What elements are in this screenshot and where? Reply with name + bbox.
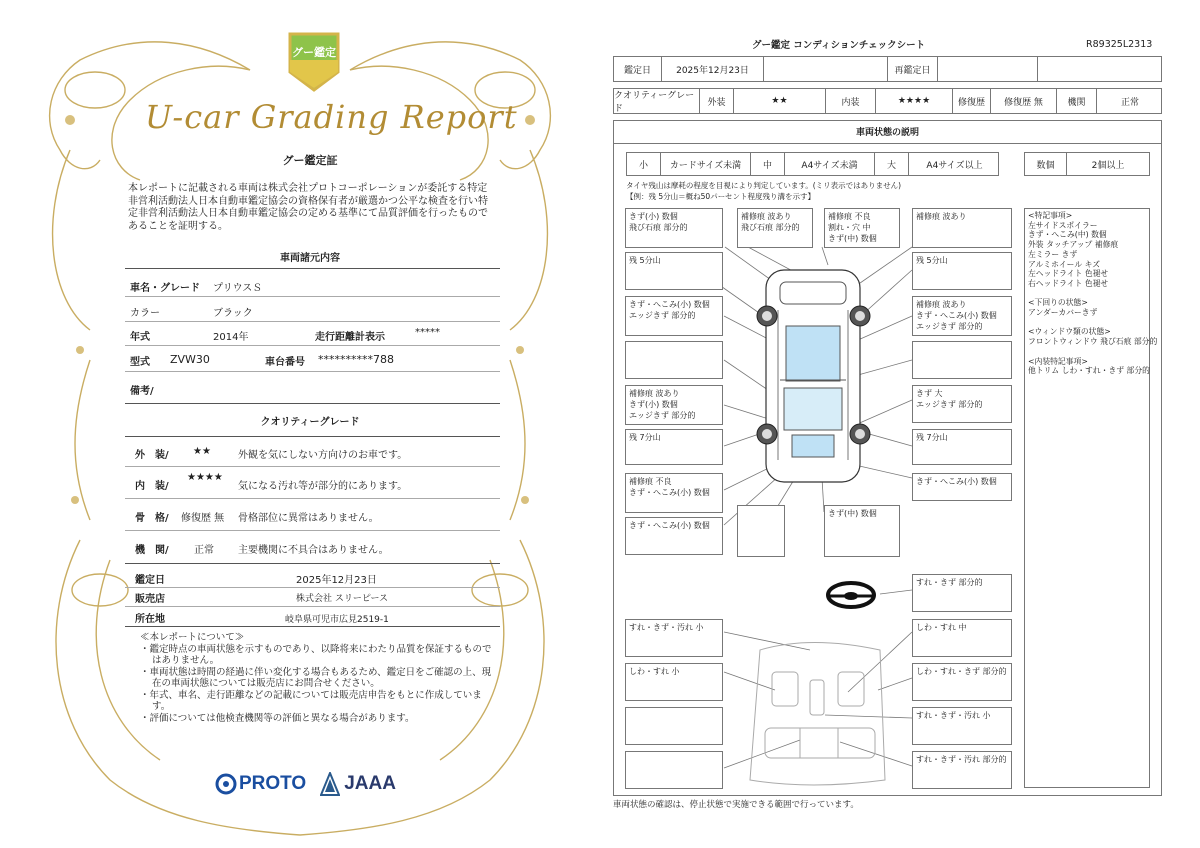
badge-text: グー鑑定 bbox=[292, 46, 336, 59]
repair-value: 修復歴 無 bbox=[991, 89, 1057, 113]
date-value: 2025年12月23日 bbox=[662, 57, 764, 81]
special-line: <内装特記事項> bbox=[1028, 356, 1088, 366]
engine-label: 機関 bbox=[1057, 89, 1097, 113]
special-line: 左ヘッドライト 色褪せ bbox=[1028, 269, 1109, 279]
interior-grade: ★★★★ bbox=[876, 89, 953, 113]
jaaa-mark-icon bbox=[320, 772, 340, 796]
car-name-value: プリウスＳ bbox=[213, 283, 263, 294]
address-value: 岐阜県可児市広見2519-1 bbox=[285, 615, 389, 625]
quality-label-interior: 内 装/ bbox=[135, 481, 169, 492]
size-mid-desc: A4サイズ未満 bbox=[785, 153, 875, 175]
divider bbox=[125, 321, 500, 322]
jaaa-logo bbox=[320, 772, 396, 796]
special-line bbox=[1028, 318, 1146, 328]
notice-item: ・評価については他検査機関等の評価と異なる場合があります。 bbox=[140, 712, 415, 724]
grade-label: クオリティーグレード bbox=[614, 89, 700, 113]
tire-note-box bbox=[625, 429, 723, 465]
quality-label-frame: 骨 格/ bbox=[135, 513, 169, 524]
note-line: しわ・すれ 小 bbox=[629, 667, 680, 676]
quality-label-exterior: 外 装/ bbox=[135, 450, 169, 461]
year-value: 2014年 bbox=[213, 332, 249, 343]
note-line: エッジきず 部分的 bbox=[629, 411, 696, 420]
size-large-label: 大 bbox=[875, 153, 909, 175]
tire-note-box bbox=[912, 429, 1012, 465]
note-line: 残 5分山 bbox=[916, 256, 948, 265]
note-line: きず・へこみ(小) 数個 bbox=[629, 300, 710, 309]
divider bbox=[125, 530, 500, 531]
special-line: 左サイドスポイラー bbox=[1028, 220, 1098, 230]
damage-note bbox=[912, 385, 1012, 423]
note-line: きず・へこみ(小) 数個 bbox=[916, 311, 997, 320]
special-line: フロントウィンドウ 飛び石痕 部分的 bbox=[1028, 337, 1158, 347]
report-notice bbox=[140, 632, 500, 724]
special-line: 他トリム しわ・すれ・きず 部分的 bbox=[1028, 366, 1150, 376]
sheet-code: R89325L2313 bbox=[1086, 39, 1153, 50]
color-value: ブラック bbox=[213, 308, 253, 319]
divider bbox=[125, 403, 500, 404]
note-line: きず(小) 数個 bbox=[629, 212, 678, 221]
cabin-interior-view bbox=[750, 643, 885, 786]
interior-note bbox=[625, 707, 723, 745]
repair-label: 修復歴 bbox=[953, 89, 991, 113]
note-line: すれ・きず 部分的 bbox=[916, 578, 983, 587]
damage-note bbox=[625, 341, 723, 379]
quality-heading: クオリティーグレード bbox=[260, 417, 360, 428]
notice-item: ・車両状態は時間の経過に伴い変化する場合もあるため、鑑定日をご確認の上、現在の車両状態については販売店にお問合せください。 bbox=[140, 666, 492, 689]
tire-note-box bbox=[912, 252, 1012, 290]
interior-note bbox=[912, 707, 1012, 745]
address-label: 所在地 bbox=[135, 614, 165, 625]
note-line: きず 大 bbox=[916, 389, 943, 398]
damage-note bbox=[737, 208, 813, 248]
mileage-value: ***** bbox=[415, 327, 440, 338]
sheet-title: グー鑑定 コンディションチェックシート bbox=[752, 40, 926, 51]
interior-label: 内装 bbox=[826, 89, 876, 113]
note-line: 飛び石痕 部分的 bbox=[741, 223, 800, 232]
divider bbox=[125, 606, 500, 607]
jaaa-logo-text: JAAA bbox=[344, 773, 396, 794]
tire-note-box bbox=[625, 252, 723, 290]
tire-note: タイヤ残山は摩耗の程度を目視により判定しています。(ミリ表示ではありません) bbox=[626, 181, 902, 190]
tire-example: 【例：残 5分山＝概ね50パーセント程度残り溝を示す】 bbox=[626, 192, 816, 201]
dealer-label: 販売店 bbox=[135, 594, 165, 605]
car-top-view bbox=[766, 270, 860, 482]
note-line: エッジきず 部分的 bbox=[629, 311, 696, 320]
note-line: 補修痕 波あり bbox=[629, 389, 680, 398]
remarks-label: 備考/ bbox=[130, 386, 154, 397]
certificate-heading: グー鑑定証 bbox=[282, 154, 338, 167]
divider bbox=[125, 587, 500, 588]
count-label: 数個 bbox=[1025, 153, 1067, 175]
divider bbox=[125, 626, 500, 627]
proto-logo-text: PROTO bbox=[239, 773, 307, 794]
state-heading: 車両状態の説明 bbox=[855, 128, 919, 138]
steering-wheel-icon bbox=[828, 583, 874, 607]
chassis-label: 車台番号 bbox=[265, 357, 305, 368]
note-line: エッジきず 部分的 bbox=[916, 400, 983, 409]
special-line: 左ミラー きず bbox=[1028, 249, 1078, 259]
spec-heading: 車両諸元内容 bbox=[280, 253, 340, 264]
appraisal-date-label: 鑑定日 bbox=[135, 575, 165, 586]
note-line: きず(中) 数個 bbox=[828, 509, 877, 518]
quality-grade-engine: 正常 bbox=[194, 545, 214, 556]
size-large-desc: A4サイズ以上 bbox=[926, 160, 983, 171]
dealer-value: 株式会社 スリーピース bbox=[296, 594, 389, 604]
interior-note bbox=[625, 751, 723, 789]
divider bbox=[125, 296, 500, 297]
size-small-label: 小 bbox=[627, 153, 661, 175]
divider bbox=[125, 345, 500, 346]
note-line: 補修痕 波あり bbox=[916, 300, 967, 309]
note-line: 補修痕 波あり bbox=[741, 212, 792, 221]
model-value: ZVW30 bbox=[170, 353, 210, 366]
engine-value: 正常 bbox=[1120, 97, 1139, 108]
proto-logo bbox=[215, 773, 306, 795]
exterior-grade: ★★ bbox=[734, 89, 826, 113]
special-line: アンダーカバーきず bbox=[1028, 308, 1098, 318]
size-small-desc: カードサイズ未満 bbox=[661, 153, 751, 175]
note-line: しわ・すれ・きず 部分的 bbox=[916, 667, 1007, 676]
note-line: 補修痕 不良 bbox=[828, 212, 871, 221]
note-line: 割れ・穴 中 bbox=[828, 223, 871, 232]
divider bbox=[125, 498, 500, 499]
interior-note bbox=[912, 663, 1012, 701]
certificate-intro: 本レポートに記載される車両は株式会社プロトコーポレーションが委託する特定非営利活動法人日本自動車鑑定協会の資格保有者が厳選かつ公平な検査を行い特定非営利活動法人日本自動車鑑定協会の定める基準にて品質評価を行ったものであることを証明する。 bbox=[128, 183, 488, 232]
divider bbox=[125, 466, 500, 467]
special-line: 右ヘッドライト 色褪せ bbox=[1028, 278, 1109, 288]
car-name-label: 車名・グレード bbox=[130, 283, 200, 294]
model-label: 型式 bbox=[130, 357, 150, 368]
special-line: <下回りの状態> bbox=[1028, 298, 1088, 308]
note-line: きず・へこみ(小) 数個 bbox=[629, 488, 710, 497]
notice-item: ・年式、車名、走行距離などの記載については販売店申告をもとに作成しています。 bbox=[140, 689, 482, 712]
note-line: きず(小) 数個 bbox=[629, 400, 678, 409]
note-line: すれ・きず・汚れ 小 bbox=[916, 711, 991, 720]
damage-note bbox=[824, 505, 900, 557]
quality-grade-frame: 修復歴 無 bbox=[181, 513, 225, 524]
sheet-footer: 車両状態の確認は、停止状態で実施できる範囲で行っています。 bbox=[613, 800, 859, 810]
note-line: エッジきず 部分的 bbox=[916, 322, 983, 331]
quality-grade-interior: ★★★★ bbox=[187, 472, 223, 483]
interior-note bbox=[912, 751, 1012, 789]
note-line: 残 7分山 bbox=[629, 433, 661, 442]
color-label: カラー bbox=[130, 308, 160, 319]
damage-note bbox=[824, 208, 900, 248]
special-notes-box bbox=[1024, 208, 1158, 788]
year-label: 年式 bbox=[130, 332, 150, 343]
interior-note bbox=[625, 663, 723, 701]
notice-title: ≪本レポートについて≫ bbox=[140, 632, 245, 643]
quality-text-interior: 気になる汚れ等が部分的にあります。 bbox=[238, 481, 408, 492]
damage-note bbox=[625, 517, 723, 555]
special-line bbox=[1028, 347, 1146, 357]
appraisal-date-value: 2025年12月23日 bbox=[296, 575, 377, 586]
goo-kantei-badge bbox=[286, 30, 342, 94]
quality-grade-exterior: ★★ bbox=[193, 446, 211, 457]
note-line: 残 7分山 bbox=[916, 433, 948, 442]
quality-text-frame: 骨格部位に異常はありません。 bbox=[238, 513, 379, 524]
quality-text-exterior: 外観を気にしない方向けのお車です。 bbox=[238, 450, 408, 461]
note-line: 残 5分山 bbox=[629, 256, 661, 265]
date-label: 鑑定日 bbox=[614, 57, 662, 81]
note-line: 補修痕 不良 bbox=[629, 477, 672, 486]
proto-mark-icon bbox=[215, 773, 237, 795]
interior-note bbox=[912, 574, 1012, 612]
mileage-label: 走行距離計表示 bbox=[315, 332, 385, 343]
divider bbox=[125, 563, 500, 564]
note-line: 補修痕 波あり bbox=[916, 212, 967, 221]
quality-label-engine: 機 関/ bbox=[135, 545, 169, 556]
special-line: <ウィンドウ類の状態> bbox=[1028, 327, 1111, 337]
chassis-value: **********788 bbox=[318, 353, 394, 366]
reappraisal-label: 再鑑定日 bbox=[888, 57, 938, 81]
damage-note bbox=[625, 296, 723, 336]
note-line: きず(中) 数個 bbox=[828, 234, 877, 243]
interior-note bbox=[625, 619, 723, 657]
damage-note bbox=[912, 296, 1012, 336]
size-mid-label: 中 bbox=[751, 153, 785, 175]
count-desc: 2個以上 bbox=[1091, 160, 1125, 171]
note-line: すれ・きず・汚れ 小 bbox=[629, 623, 704, 632]
special-line: アルミホイール キズ bbox=[1028, 259, 1101, 269]
special-line: 外装 タッチアップ 補修痕 bbox=[1028, 240, 1119, 250]
note-line: 飛び石痕 部分的 bbox=[629, 223, 688, 232]
damage-note bbox=[737, 505, 785, 557]
quality-text-engine: 主要機関に不具合はありません。 bbox=[238, 545, 389, 556]
exterior-label: 外装 bbox=[700, 89, 734, 113]
report-title: U-car Grading Report bbox=[145, 98, 518, 136]
notice-item: ・鑑定時点の車両状態を示すものであり、以降将来にわたり品質を保証するものではありません。 bbox=[140, 643, 492, 666]
damage-note bbox=[625, 208, 723, 248]
damage-note bbox=[912, 341, 1012, 379]
damage-note bbox=[625, 385, 723, 425]
note-line: すれ・きず・汚れ 部分的 bbox=[916, 755, 1007, 764]
interior-note bbox=[912, 619, 1012, 657]
note-line: きず・へこみ(小) 数個 bbox=[916, 477, 997, 486]
note-line: きず・へこみ(小) 数個 bbox=[629, 521, 710, 530]
divider bbox=[125, 436, 500, 437]
partner-logos bbox=[215, 772, 396, 796]
note-line: しわ・すれ 中 bbox=[916, 623, 967, 632]
special-line bbox=[1028, 289, 1146, 299]
divider bbox=[125, 268, 500, 269]
damage-note bbox=[912, 473, 1012, 501]
special-line: <特記事項> bbox=[1028, 211, 1073, 220]
divider bbox=[125, 371, 500, 372]
special-line: きず・へこみ(中) 数個 bbox=[1028, 230, 1107, 240]
damage-note bbox=[625, 473, 723, 513]
damage-note bbox=[912, 208, 1012, 248]
condition-check-sheet bbox=[600, 0, 1200, 848]
